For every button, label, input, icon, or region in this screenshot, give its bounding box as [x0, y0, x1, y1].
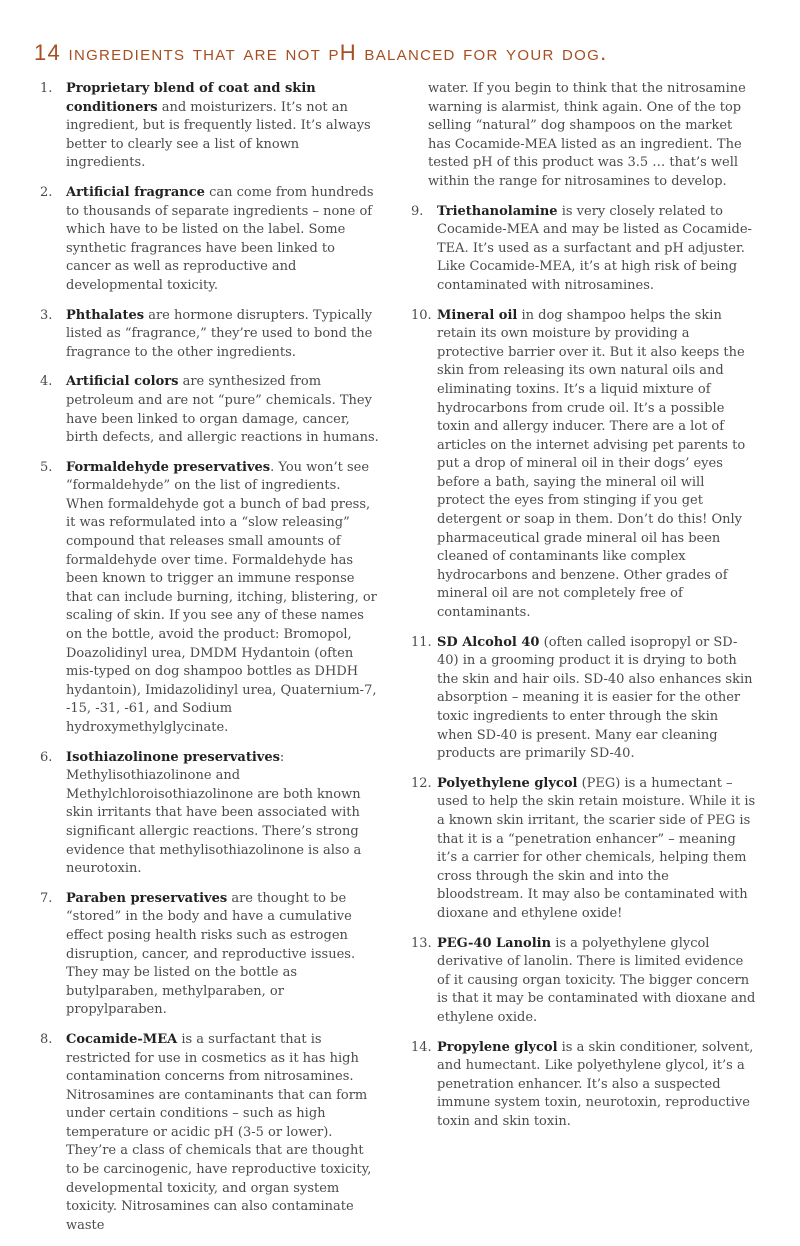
- item-term: Isothiazolinone preservatives: [66, 749, 280, 765]
- list-item-6: [40, 749, 380, 879]
- item-text: is a surfactant that is restricted for use in cosmetics as it has high contamination concerns from nitrosamines. Nitrosamines are contaminants that can form under certain conditions – such as high temperature or acidic pH (3-5 or lower). They’re a class of chemicals that are thought to be carcinogenic, have reproductive toxicity, developmental toxicity, and organ system toxicity. Nitrosamines can also contaminate waste: [66, 1031, 372, 1233]
- item-text: is a skin conditioner, solvent, and humectant. Like polyethylene glycol, it’s a penetration enhancer. It’s also a suspected immune system toxin, neurotoxin, reproductive toxin and skin toxin.: [437, 1039, 754, 1129]
- item-term: Mineral oil: [437, 307, 518, 323]
- item-term: PEG-40 Lanolin: [437, 935, 552, 951]
- ingredient-list-left: [40, 80, 380, 1235]
- item-text: (often called isopropyl or SD-40) in a grooming product it is drying to both the skin and hair oils. SD-40 also enhances skin absorption – meaning it is easier for the other toxic ingredients to enter through the skin when SD-40 is present. Many ear cleaning products are primarily SD-40.: [437, 634, 753, 762]
- item-text: . You won’t see “formaldehyde” on the list of ingredients. When formaldehyde got a bunch of bad press, it was reformulated into a “slow releasing” compound that releases small amounts of formaldehyde over time. Formaldehyde has been known to trigger an immune response that can include burning, itching, blistering, or scaling of skin. If you see any of these names on the bottle, avoid the product: Bromopol, Doazolidinyl urea, DMDM Hydantoin (often mis-typed on dog shampoo bottles as DHDH hydantoin), Imidazolidinyl urea, Quaternium-7, -15, -31, -61, and Sodium hydroxymethylglycinate.: [66, 459, 377, 735]
- item-number: 8.: [40, 1031, 53, 1047]
- list-item-2: [40, 184, 380, 296]
- list-item-10: [411, 307, 756, 623]
- list-item-1: [40, 80, 380, 173]
- right-column: [411, 80, 756, 1142]
- item-text: can come from hundreds to thousands of separate ingredients – none of which have to be listed on the label. Some synthetic fragrances have been linked to cancer as well as reproductive and developmental toxicity.: [66, 184, 374, 293]
- item-number: 14.: [411, 1039, 432, 1055]
- item-number: 13.: [411, 935, 432, 951]
- item-number: 6.: [40, 749, 53, 765]
- list-item-3: [40, 307, 380, 363]
- list-item-12: [411, 775, 756, 924]
- item-term: Polyethylene glycol: [437, 775, 578, 791]
- item-number: 7.: [40, 890, 53, 906]
- item-term: Paraben preservatives: [66, 890, 228, 906]
- item-number: 4.: [40, 374, 53, 390]
- item-text: is a polyethylene glycol derivative of lanolin. There is limited evidence of it causing organ toxicity. The bigger concern is that it may be contaminated with dioxane and ethylene oxide.: [437, 935, 756, 1025]
- list-item-13: [411, 935, 756, 1028]
- left-column: [40, 80, 380, 1246]
- item-term: Artificial colors: [66, 374, 179, 390]
- list-item-4: [40, 373, 380, 447]
- list-item-9: [411, 203, 756, 296]
- item-number: 1.: [40, 81, 53, 96]
- item-term: Proprietary blend of coat and skin conditioners: [66, 81, 316, 115]
- item-term: Propylene glycol: [437, 1039, 558, 1055]
- item-text: water. If you begin to think that the nitrosamine warning is alarmist, think again. One of the top selling “natural” dog shampoos on the market has Cocamide-MEA listed as an ingredient. The tested pH of this product was 3.5 … that’s well within the range for nitrosamines to develop.: [428, 81, 746, 189]
- item-text: (PEG) is a humectant – used to help the skin retain moisture. While it is a known skin irritant, the scarier side of PEG is that it is a “penetration enhancer” – meaning it’s a carrier for other chemicals, helping them cross through the skin and into the bloodstream. It may also be contaminated with dioxane and ethylene oxide!: [437, 775, 756, 921]
- item-number: 11.: [411, 634, 432, 650]
- item-number: 2.: [40, 184, 53, 200]
- page-title: 14 ingredients that are not pH balanced for your dog.: [34, 40, 608, 65]
- item-text: : Methylisothiazolinone and Methylchloroisothiazolinone are both known skin irritants that have been associated with significant allergic reactions. There’s strong evidence that methylisothiazolinone is also a neurotoxin.: [66, 749, 362, 877]
- item-term: Formaldehyde preservatives: [66, 459, 271, 475]
- list-item-11: [411, 634, 756, 764]
- item-number: 5.: [40, 459, 53, 475]
- item-text: in dog shampoo helps the skin retain its own moisture by providing a protective barrier over it. But it also keeps the skin from releasing its own natural oils and eliminating toxins. It’s a liquid mixture of hydrocarbons from crude oil. It’s a possible toxin and allergy inducer. There are a lot of articles on the internet advising pet parents to put a drop of mineral oil in their dogs’ eyes before a bath, saying the mineral oil will protect the eyes from stinging if you get detergent or soap in them. Don’t do this! Only pharmaceutical grade mineral oil has been cleaned of contaminants like complex hydrocarbons and benzene. Other grades of mineral oil are not completely free of contaminants.: [437, 307, 746, 621]
- item-text: are thought to be “stored” in the body and have a cumulative effect posing health risks such as estrogen disruption, cancer, and reproductive issues. They may be listed on the bottle as butylparaben, methylparaben, or propylparaben.: [66, 890, 356, 1018]
- list-item-14: [411, 1039, 756, 1132]
- item-number: 9.: [411, 203, 424, 219]
- item-number: 3.: [40, 307, 53, 323]
- item-text: are hormone disrupters. Typically listed as “fragrance,” they’re used to bond the fragrance to the other ingredients.: [66, 307, 373, 360]
- item-term: Artificial fragrance: [66, 184, 205, 200]
- item-text: and moisturizers. It’s not an ingredient, but is frequently listed. It’s always better to clearly see a list of known ingredients.: [66, 99, 371, 171]
- list-item-8-continued: [411, 80, 756, 192]
- item-term: SD Alcohol 40: [437, 634, 540, 650]
- list-item-5: [40, 459, 380, 738]
- item-term: Cocamide-MEA: [66, 1031, 178, 1047]
- item-term: Phthalates: [66, 307, 145, 323]
- item-text: is very closely related to Cocamide-MEA and may be listed as Cocamide-TEA. It’s used as a surfactant and pH adjuster. Like Cocamide-MEA, it’s at high risk of being contaminated with nitrosamines.: [437, 203, 752, 293]
- list-item-7: [40, 890, 380, 1020]
- item-text: are synthesized from petroleum and are not “pure” chemicals. They have been linked to organ damage, cancer, birth defects, and allergic reactions in humans.: [66, 374, 379, 446]
- item-number: 12.: [411, 775, 432, 791]
- item-term: Triethanolamine: [437, 203, 558, 219]
- list-item-8: [40, 1031, 380, 1236]
- item-number: 10.: [411, 307, 432, 323]
- ingredient-list-right: [411, 80, 756, 1131]
